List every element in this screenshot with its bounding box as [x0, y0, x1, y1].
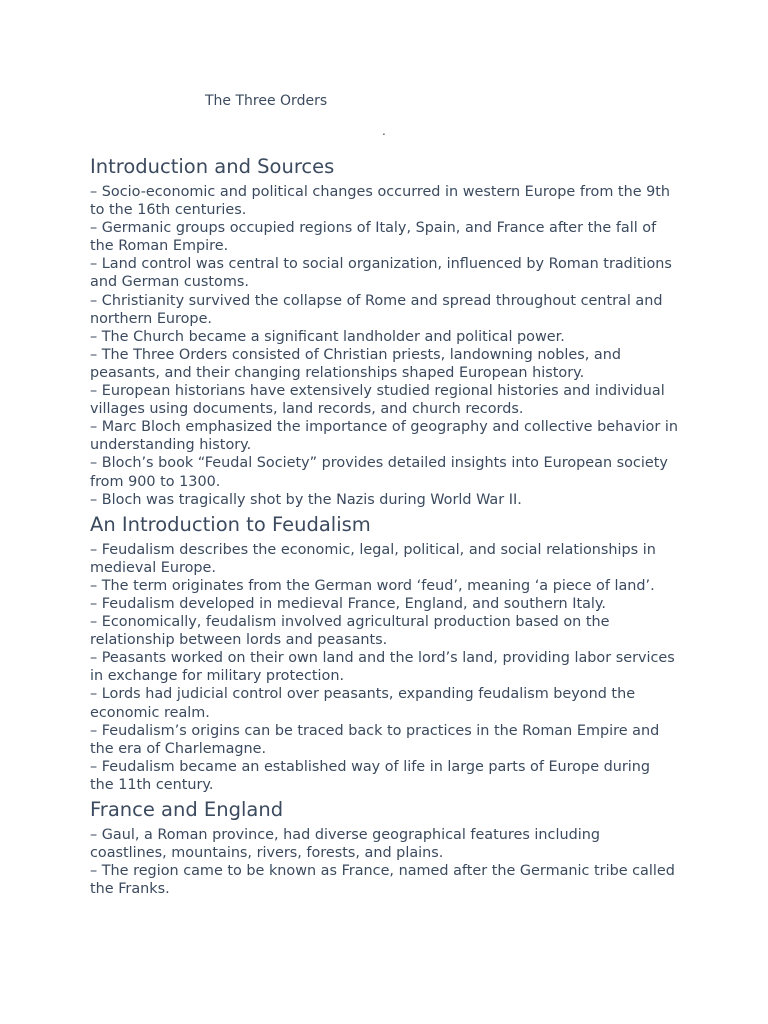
list-item: – Land control was central to social organization, influenced by Roman traditions and German customs.: [90, 256, 672, 291]
section-heading-france-and-england: France and England: [90, 798, 284, 821]
document-title: The Three Orders: [205, 93, 328, 109]
list-item: – Feudalism’s origins can be traced back to practices in the Roman Empire and the era of Charlemagne.: [90, 722, 660, 757]
document-body: [90, 154, 678, 901]
list-item: – Lords had judicial control over peasants, expanding feudalism beyond the economic realm.: [90, 686, 636, 721]
list-item: – European historians have extensively studied regional histories and individual villages using documents, land records, and church records.: [90, 383, 665, 418]
list-item: – The Three Orders consisted of Christian priests, landowning nobles, and peasants, and their changing relationships shaped European history.: [90, 346, 621, 381]
list-item: – Marc Bloch emphasized the importance of geography and collective behavior in understanding history.: [90, 419, 678, 454]
section-list-introduction-to-feudalism: [90, 541, 678, 794]
list-item: – Bloch’s book “Feudal Society” provides detailed insights into European society from 900 to 1300.: [90, 455, 668, 490]
list-item: – Germanic groups occupied regions of Italy, Spain, and France after the fall of the Roman Empire.: [90, 220, 657, 255]
list-item: – Feudalism developed in medieval France, England, and southern Italy.: [90, 595, 606, 612]
list-item: – Socio-economic and political changes occurred in western Europe from the 9th to the 16th centuries.: [90, 184, 671, 219]
section-list-introduction-and-sources: [90, 183, 678, 509]
list-item: – The term originates from the German word ‘feud’, meaning ‘a piece of land’.: [90, 577, 655, 594]
list-item: – Economically, feudalism involved agricultural production based on the relationship between lords and peasants.: [90, 614, 610, 649]
list-item: – Feudalism became an established way of life in large parts of Europe during the 11th century.: [90, 758, 651, 793]
list-item: – Peasants worked on their own land and the lord’s land, providing labor services in exchange for military protection.: [90, 650, 675, 685]
list-item: – The Church became a significant landholder and political power.: [90, 328, 565, 345]
list-item: – Feudalism describes the economic, legal, political, and social relationships in medieval Europe.: [90, 541, 656, 576]
section-list-france-and-england: [90, 826, 678, 898]
list-item: – Christianity survived the collapse of Rome and spread throughout central and northern Europe.: [90, 292, 663, 327]
title-separator: .: [382, 124, 386, 138]
section-heading-introduction-to-feudalism: An Introduction to Feudalism: [90, 512, 371, 536]
list-item: – Gaul, a Roman province, had diverse geographical features including coastlines, mountains, rivers, forests, and plains.: [90, 827, 600, 862]
list-item: – The region came to be known as France, named after the Germanic tribe called the Franks.: [90, 863, 675, 898]
list-item: – Bloch was tragically shot by the Nazis during World War II.: [90, 491, 522, 508]
section-heading-introduction-and-sources: Introduction and Sources: [90, 155, 335, 178]
